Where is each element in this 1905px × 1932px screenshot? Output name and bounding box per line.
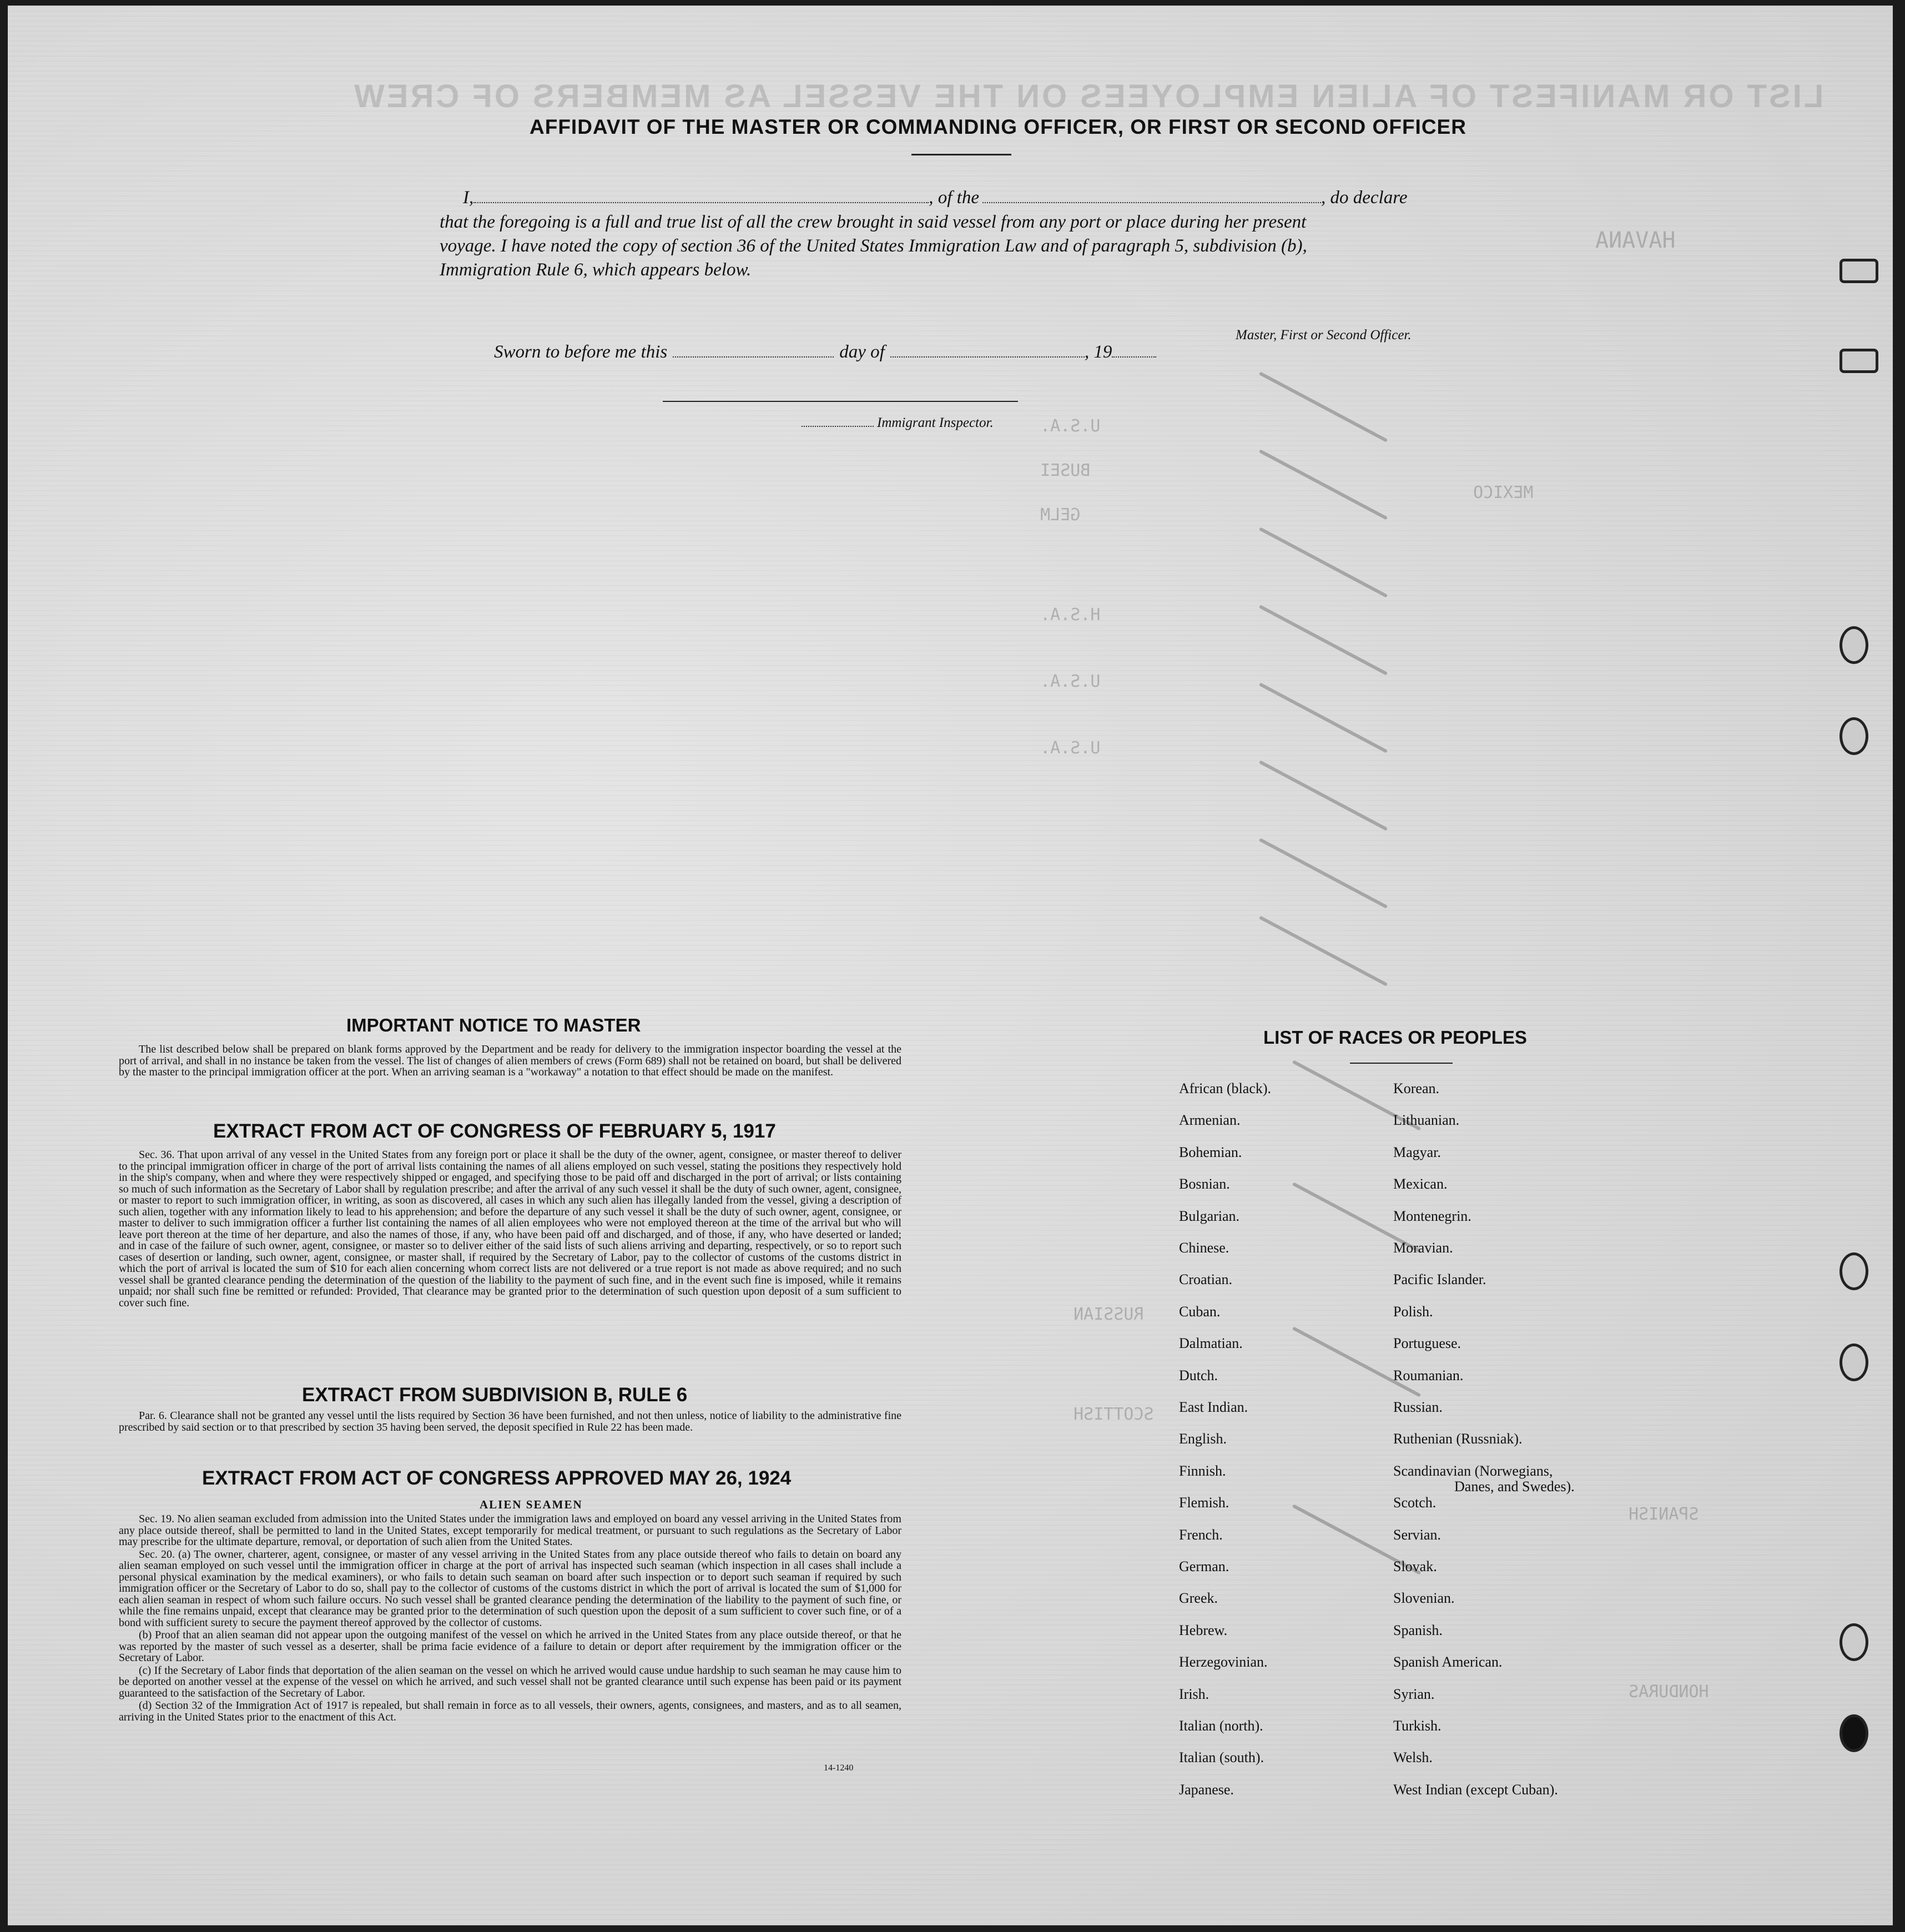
bleed-through-code: BUSEI (1040, 461, 1091, 480)
document-page (8, 6, 1893, 1925)
extract-1917-title: EXTRACT FROM ACT OF CONGRESS OF FEBRUARY 5, 1917 (213, 1120, 776, 1142)
race-item: Bosnian. (1179, 1176, 1230, 1193)
bleed-through-vessel: HAVANA (1595, 228, 1676, 253)
race-item: Dalmatian. (1179, 1335, 1243, 1352)
bleed-through-title: LIST OR MANIFEST OF ALIEN EMPLOYEES ON THE VESSEL AS MEMBERS OF CREW (352, 78, 1824, 114)
race-item: East Indian. (1179, 1399, 1248, 1415)
race-item: Scandinavian (Norwegians, (1393, 1462, 1553, 1479)
race-item: Armenian. (1179, 1112, 1241, 1129)
sec-20d: (d) Section 32 of the Immigration Act of 1917 is repealed, but shall remain in force as to all vessels, their owners, agents, consignees, and masters, and as to all seamen, arriving in the United States prior to the enactment of this Act. (119, 1699, 901, 1723)
race-item: Magyar. (1393, 1144, 1441, 1160)
race-item: Mexican. (1393, 1176, 1448, 1193)
bleed-through-code: SCOTTISH (1074, 1405, 1154, 1424)
race-item: West Indian (except Cuban). (1393, 1781, 1558, 1798)
race-item: Italian (north). (1179, 1718, 1263, 1734)
affidavit-line-4: Immigration Rule 6, which appears below. (440, 260, 752, 280)
bleed-through-code: U.S.A. (1040, 416, 1101, 436)
race-item: Italian (south). (1179, 1749, 1264, 1766)
race-item: Greek. (1179, 1590, 1218, 1607)
binder-clip (1840, 259, 1878, 283)
affidavit-line-3: voyage. I have noted the copy of section 36 of the United States Immigration Law and of paragraph 5, subdivision (b), (440, 236, 1307, 256)
race-item: African (black). (1179, 1080, 1272, 1096)
race-item: Cuban. (1179, 1303, 1221, 1320)
race-item: Chinese. (1179, 1240, 1229, 1256)
race-item: Hebrew. (1179, 1622, 1228, 1638)
race-item: Danes, and Swedes). (1454, 1478, 1575, 1495)
race-item: Finnish. (1179, 1462, 1226, 1479)
race-item: German. (1179, 1558, 1229, 1574)
race-item: Welsh. (1393, 1749, 1433, 1766)
bleed-through-code: SPANISH (1629, 1505, 1699, 1524)
race-item: Spanish. (1393, 1622, 1443, 1638)
form-number: 14-1240 (824, 1763, 854, 1773)
bleed-through-code: H.S.A. (1040, 605, 1101, 625)
race-item: Flemish. (1179, 1495, 1229, 1511)
bleed-through-code: GELM (1040, 505, 1081, 525)
bleed-through-code: RUSSIAN (1074, 1305, 1144, 1324)
race-item: Portuguese. (1393, 1335, 1461, 1352)
binder-hole (1840, 717, 1868, 755)
race-item: Servian. (1393, 1526, 1441, 1543)
alien-seamen-subtitle: ALIEN SEAMEN (480, 1498, 583, 1511)
notice-title: IMPORTANT NOTICE TO MASTER (346, 1015, 641, 1035)
race-item: Lithuanian. (1393, 1112, 1460, 1129)
race-item: Dutch. (1179, 1367, 1218, 1383)
race-item: Pacific Islander. (1393, 1271, 1486, 1288)
extract-1924-body (119, 1513, 901, 1724)
race-item: Scotch. (1393, 1495, 1437, 1511)
affidavit-line-1: I, , of the , do declare (463, 188, 1408, 208)
extract-1924-title: EXTRACT FROM ACT OF CONGRESS APPROVED MAY 26, 1924 (202, 1467, 792, 1489)
master-signature-label: Master, First or Second Officer. (1236, 328, 1412, 343)
sec-20a: Sec. 20. (a) The owner, charterer, agent, consignee, or master of any vessel arriving in the United States from any place outside thereof who fails to detain on board any alien seaman employed on such vessel until the immigration officer in charge at the port of arrival has inspected such seaman (which inspection in all cases shall include a personal physical examination by the medical examiners), or who fails to detain such seaman on board after such inspection or to deport such seaman if required by such immigration officer or the Secretary of Labor to do so, shall pay to the collector of customs of the customs district in which the port of arrival is located the sum of $1,000 for each alien seaman in respect of whom such failure occurs. No such vessel shall be granted clearance pending the determination of the liability to the payment of such fine, or while the fine remains unpaid, except that clearance may be granted prior to the determination of such question upon the deposit of a sum sufficient to cover such fine, or of a bond with sufficient surety to secure the payment thereof approved by the collector of customs. (119, 1548, 901, 1629)
binder-hole (1840, 1714, 1868, 1752)
race-item: Roumanian. (1393, 1367, 1464, 1383)
race-item: Bulgarian. (1179, 1208, 1240, 1224)
race-item: Syrian. (1393, 1686, 1435, 1702)
affidavit-line-2: that the foregoing is a full and true list of all the crew brought in said vessel from any port or place during her present (440, 212, 1307, 232)
race-item: Moravian. (1393, 1240, 1453, 1256)
race-item: Ruthenian (Russniak). (1393, 1431, 1523, 1447)
notice-body: The list described below shall be prepared on blank forms approved by the Department and be ready for delivery to the immigration inspector boarding the vessel at the port of arrival, and shall in no instance be taken from the vessel. The list of changes of alien members of crews (Form 689) shall not be retained on board, but shall be delivered by the master to the principal immigration officer at the port. When an arriving seaman is a "workaway" a notation to that effect should be made on the manifest. (119, 1043, 901, 1078)
binder-hole (1840, 1623, 1868, 1661)
race-item: French. (1179, 1526, 1223, 1543)
races-title: LIST OF RACES OR PEOPLES (1263, 1027, 1527, 1048)
race-item: Croatian. (1179, 1271, 1233, 1288)
binder-hole (1840, 1252, 1868, 1290)
race-item: Spanish American. (1393, 1654, 1503, 1671)
bleed-through-code: U.S.A. (1040, 738, 1101, 758)
rule-6-title: EXTRACT FROM SUBDIVISION B, RULE 6 (302, 1384, 688, 1406)
affidavit-title: AFFIDAVIT OF THE MASTER OR COMMANDING OFFICER, OR FIRST OR SECOND OFFICER (530, 115, 1466, 138)
race-item: Herzegovinian. (1179, 1654, 1268, 1671)
race-item: Polish. (1393, 1303, 1433, 1320)
race-item: Korean. (1393, 1080, 1440, 1096)
inspector-label: Immigrant Inspector. (802, 415, 994, 431)
extract-1917-body: Sec. 36. That upon arrival of any vessel in the United States from any foreign port or place it shall be the duty of the owner, agent, consignee, or master thereof to deliver to the principal immigration officer in charge of the port of arrival lists containing the names of all aliens employed on such vessel, stating the positions they respectively hold in the ship's company, when and where they were respectively shipped or engaged, and specifying those to be paid off and discharged in the port of arrival; or lists containing so much of such information as the Secretary of Labor shall by regulation prescribe; and after the arrival of any such vessel it shall be the duty of such owner, agent, consignee, or master to report to such immigration officer, in writing, as soon as discovered, all cases in which any such alien has illegally landed from the vessel, giving a description of such alien, together with any information likely to lead to his apprehension; and before the departure of any such vessel it shall be the duty of such owner, agent, consignee, or master to deliver to such immigration officer a further list containing the names of all alien employees who were not employed thereon at the time of the arrival but who will leave port thereon at the time of her departure, and also the names of those, if any, who have been paid off and discharged, and of those, if any, who have deserted or landed; and in case of the failure of such owner, agent, consignee, or master so to deliver either of the said lists of such aliens arriving and departing, respectively, or so to report such cases of desertion or landing, such owner, agent, consignee, or master shall, if required by the Secretary of Labor, pay to the collector of customs of the customs district in which the port of arrival is located the sum of $10 for each alien concerning whom correct lists are not delivered or a true report is not made as above required; and no such vessel shall be granted clearance pending the determination of the question of the liability to the payment of such fine, and in the event such fine is imposed, while it remains unpaid; nor shall such fine be remitted or refunded: Provided, That clearance may be granted prior to the determination of such question upon deposit of a sum sufficient to cover such fine. (119, 1149, 901, 1309)
binder-hole (1840, 626, 1868, 664)
race-item: Turkish. (1393, 1718, 1442, 1734)
sec-20b: (b) Proof that an alien seaman did not appear upon the outgoing manifest of the vessel on which he arrived in the United States from any place outside thereof, or that he was reported by the master of such vessel as a deserter, shall be prima facie evidence of a failure to detain or deport after requirement by the immigration officer or the Secretary of Labor. (119, 1629, 901, 1664)
race-item: Japanese. (1179, 1781, 1234, 1798)
rule-6-body: Par. 6. Clearance shall not be granted any vessel until the lists required by Section 36 have been furnished, and not then unless, notice of liability to the administrative fine prescribed by said section or to that prescribed by section 35 having been served, the deposit specified in Rule 22 has been made. (119, 1410, 901, 1433)
binder-hole (1840, 1344, 1868, 1381)
bleed-through-code: MEXICO (1473, 483, 1534, 502)
race-item: Irish. (1179, 1686, 1209, 1702)
race-item: Russian. (1393, 1399, 1443, 1415)
bleed-through-code: HONDURAS (1629, 1682, 1709, 1702)
race-item: Slovenian. (1393, 1590, 1455, 1607)
race-item: English. (1179, 1431, 1227, 1447)
sec-19: Sec. 19. No alien seaman excluded from admission into the United States under the immigration laws and employed on board any vessel arriving in the United States from any place outside thereof, shall be permitted to land in the United States, except temporarily for medical treatment, or pursuant to such regulations as the Secretary of Labor may prescribe for the ultimate departure, removal, or deportation of such alien from the United States. (119, 1513, 901, 1548)
race-item: Slovak. (1393, 1558, 1437, 1574)
sec-20c: (c) If the Secretary of Labor finds that deportation of the alien seaman on the vessel on which he arrived would cause undue hardship to such seaman he may cause him to be deported on another vessel at the expense of the vessel on which he arrived, and such vessel shall not be granted clearance until such expense has been paid or its payment guaranteed to the satisfaction of the Secretary of Labor. (119, 1664, 901, 1699)
sworn-line: Sworn to before me this day of , 19 (494, 342, 1156, 363)
race-item: Montenegrin. (1393, 1208, 1471, 1224)
binder-clip (1840, 349, 1878, 373)
bleed-through-code: U.S.A. (1040, 672, 1101, 691)
race-item: Bohemian. (1179, 1144, 1242, 1160)
